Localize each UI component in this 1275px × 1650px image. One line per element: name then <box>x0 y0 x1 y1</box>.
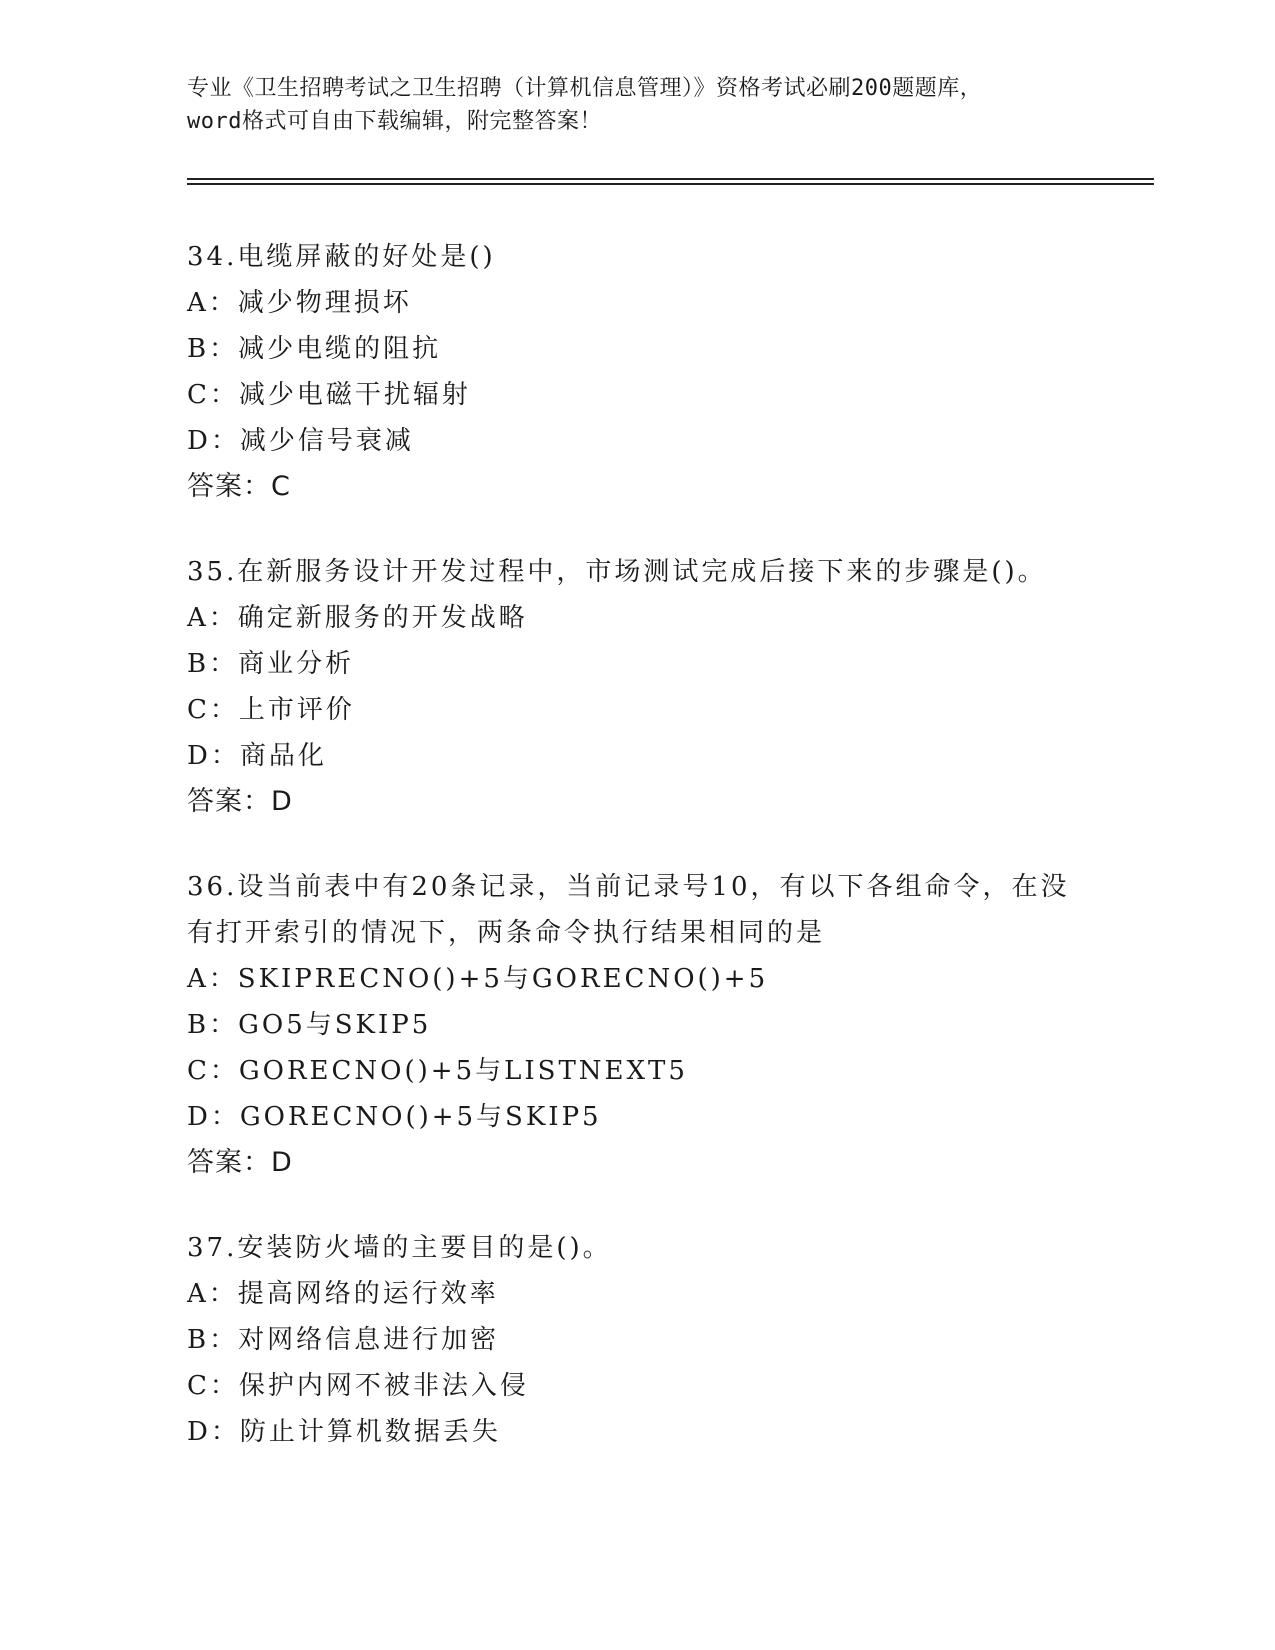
question-35 <box>187 549 1087 825</box>
header-line-2: word格式可自由下载编辑，附完整答案！ <box>187 109 602 134</box>
option-c: C：上市评价 <box>187 695 355 725</box>
option-a: A：SKIPRECNO()+5与GORECNO()+5 <box>187 964 769 994</box>
option-d: D：GORECNO()+5与SKIP5 <box>187 1102 602 1132</box>
option-b: B：GO5与SKIP5 <box>187 1010 432 1040</box>
header-line-1: 专业《卫生招聘考试之卫生招聘（计算机信息管理）》资格考试必刷200题题库， <box>187 76 983 101</box>
option-a: A：确定新服务的开发战略 <box>187 603 528 633</box>
question-37 <box>187 1225 1087 1455</box>
option-c: C：GORECNO()+5与LISTNEXT5 <box>187 1056 688 1086</box>
question-36 <box>187 864 1087 1186</box>
question-stem: 34.电缆屏蔽的好处是() <box>187 242 496 272</box>
option-d: D：商品化 <box>187 741 327 771</box>
answer-label: 答案：D <box>187 786 293 817</box>
question-stem: 36.设当前表中有20条记录，当前记录号10，有以下各组命令，在没 <box>187 872 1070 902</box>
option-a: A：提高网络的运行效率 <box>187 1279 499 1309</box>
document-header <box>187 72 1087 138</box>
header-divider-top <box>187 178 1154 180</box>
answer-label: 答案：C <box>187 471 291 502</box>
option-c: C：保护内网不被非法入侵 <box>187 1371 529 1401</box>
question-stem: 35.在新服务设计开发过程中，市场测试完成后接下来的步骤是()。 <box>187 557 1047 587</box>
option-c: C：减少电磁干扰辐射 <box>187 380 471 410</box>
question-stem: 37.安装防火墙的主要目的是()。 <box>187 1233 612 1263</box>
option-b: B：商业分析 <box>187 649 355 679</box>
option-a: A：减少物理损坏 <box>187 288 412 318</box>
option-b: B：对网络信息进行加密 <box>187 1325 500 1355</box>
question-stem-continued: 有打开索引的情况下，两条命令执行结果相同的是 <box>187 918 826 948</box>
option-d: D：防止计算机数据丢失 <box>187 1417 501 1447</box>
option-d: D：减少信号衰减 <box>187 426 414 456</box>
option-b: B：减少电缆的阻抗 <box>187 334 442 364</box>
question-34 <box>187 234 1087 510</box>
answer-label: 答案：D <box>187 1147 293 1178</box>
header-divider-bottom <box>187 183 1154 185</box>
question-list <box>187 234 1087 1494</box>
